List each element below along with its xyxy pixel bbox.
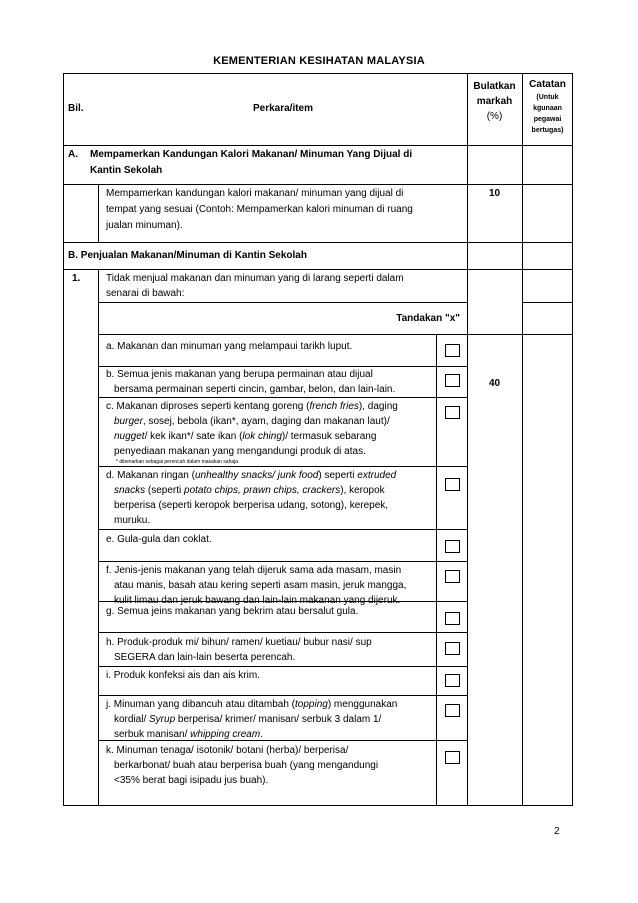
header-catatan-line: bertugas): [531, 127, 564, 134]
header-perkara: Perkara/item: [252, 103, 314, 114]
checkbox-item-f[interactable]: [445, 570, 460, 583]
checkbox-item-g[interactable]: [445, 612, 460, 625]
item-d-text-part: ) seperti: [318, 470, 358, 481]
item-d-text: berperisa (seperti keropok berperisa udang, sotong), kerepek,: [114, 500, 389, 511]
header-catatan-line: Catatan: [529, 79, 566, 90]
item-i-text: i. Produk konfeksi ais dan ais krim.: [106, 670, 260, 681]
tandakan-instruction: Tandakan "x": [396, 313, 460, 324]
section-b-mark: 40: [488, 378, 501, 389]
item-k-text: <35% berat bagi isipadu jus buah).: [114, 775, 269, 786]
item-j-text: [106, 697, 397, 713]
item-c-text-part: c. Makanan diproses seperti kentang goreng (: [106, 401, 310, 412]
item-j-text-part: Syrup: [149, 714, 176, 725]
item-c-text: [106, 399, 398, 415]
item-d-text-part: extruded: [357, 470, 397, 481]
item-d-text: [114, 483, 385, 499]
checkbox-item-a[interactable]: [445, 344, 460, 357]
col-divider-bulatkan: [467, 73, 468, 806]
checkbox-item-i[interactable]: [445, 674, 460, 687]
row-divider: [522, 302, 573, 303]
item-f-text: kulit limau dan jeruk bawang dan lain-lain makanan yang dijeruk.: [114, 595, 401, 606]
item-c-text: penyediaan makanan yang mengandungi produk di atas.: [114, 446, 366, 457]
page-title: KEMENTERIAN KESIHATAN MALAYSIA: [213, 55, 425, 67]
row-divider: [98, 334, 573, 335]
row-divider: [98, 695, 467, 696]
item-c-text-part: )/ termasuk sebarang: [281, 431, 377, 442]
row-divider: [98, 466, 467, 467]
header-bulatkan-line: markah: [476, 96, 513, 107]
row-divider: [98, 632, 467, 633]
item-d-text-part: snacks: [114, 485, 146, 496]
item-c-text-part: ), daging: [358, 401, 398, 412]
header-catatan-line: (Untuk: [536, 94, 559, 101]
item-j-text-part: ) menggunakan: [327, 699, 398, 710]
section-a-mark: 10: [488, 188, 501, 199]
item-j-text-part: topping: [295, 699, 328, 710]
section-a-item-text: jualan minuman).: [106, 220, 183, 231]
item-c-text-part: french fries: [309, 401, 359, 412]
item-k-text: berkarbonat/ buah atau berperisa buah (yang mengandungi: [114, 760, 379, 771]
item-d-text: [106, 468, 396, 484]
item-j-text-part: j. Minuman yang dibancuh atau ditambah (: [106, 699, 296, 710]
row-divider: [98, 561, 467, 562]
item-j-text: [114, 727, 263, 743]
checkbox-item-k[interactable]: [445, 751, 460, 764]
header-catatan-line: pegawai: [533, 116, 562, 123]
row-divider: [63, 145, 573, 146]
item-c-text-part: , sosej, bebola (ikan*, ayam, daging dan makanan laut)/: [142, 416, 390, 427]
row-divider: [98, 529, 467, 530]
item-f-text: f. Jenis-jenis makanan yang telah dijeruk sama ada masam, masin: [106, 565, 402, 576]
header-bulatkan: [467, 79, 522, 124]
row-divider: [63, 242, 573, 243]
item-b-text: bersama permainan seperti cincin, gambar, belon, dan lain-lain.: [114, 384, 396, 395]
section-a-title: Mempamerkan Kandungan Kalori Makanan/ Minuman Yang Dijual di: [90, 149, 413, 160]
item-j-text-part: .: [260, 729, 263, 740]
row-divider: [98, 302, 467, 303]
section-b-intro: senarai di bawah:: [106, 288, 185, 299]
header-catatan-line: kgunaan: [533, 105, 562, 112]
item-c-text-part: nugget: [114, 431, 145, 442]
item-h-text: SEGERA dan lain-lain beserta perencah.: [114, 652, 296, 663]
col-divider-b: [98, 269, 99, 806]
row-divider: [98, 666, 467, 667]
item-j-text-part: serbuk manisan/: [114, 729, 191, 740]
page-number: 2: [554, 826, 560, 837]
section-a-title: Kantin Sekolah: [90, 165, 163, 176]
item-f-text: atau manis, basah atau kering seperti asam masin, jeruk mangga,: [114, 580, 407, 591]
section-b-intro: Tidak menjual makanan dan minuman yang di larang seperti dalam: [106, 273, 404, 284]
section-b-number: 1.: [72, 273, 81, 284]
item-h-text: h. Produk-produk mi/ bihun/ ramen/ kuetiau/ bubur nasi/ sup: [106, 637, 372, 648]
checkbox-item-j[interactable]: [445, 704, 460, 717]
checkbox-item-h[interactable]: [445, 642, 460, 655]
item-e-text: e. Gula-gula dan coklat.: [106, 534, 212, 545]
checkbox-item-d[interactable]: [445, 478, 460, 491]
checkbox-item-c[interactable]: [445, 406, 460, 419]
item-d-text-part: (seperti: [145, 485, 185, 496]
header-bulatkan-line: Bulatkan: [473, 81, 516, 92]
item-c-text-part: / kek ikan*/ sate ikan (: [144, 431, 243, 442]
item-c-text: [114, 429, 376, 445]
item-d-text-part: unhealthy snacks/ junk food: [194, 470, 319, 481]
item-k-text: k. Minuman tenaga/ isotonik/ botani (herba)/ berperisa/: [106, 745, 349, 756]
section-a-item-text: tempat yang sesuai (Contoh: Mempamerkan kalori minuman di ruang: [106, 204, 413, 215]
header-catatan: [522, 78, 573, 136]
item-j-text: [114, 712, 381, 728]
item-b-text: b. Semua jenis makanan yang berupa permainan atau dijual: [106, 369, 373, 380]
header-bil: Bil.: [68, 103, 84, 114]
checkbox-item-e[interactable]: [445, 540, 460, 553]
header-bulatkan-line: (%): [486, 111, 503, 122]
item-c-text-part: burger: [114, 416, 143, 427]
item-g-text: g. Semua jeins makanan yang bekrim atau bersalut gula.: [106, 606, 359, 617]
section-a-item-text: Mempamerkan kandungan kalori makanan/ minuman yang dijual di: [106, 188, 404, 199]
item-d-text-part: ), keropok: [340, 485, 385, 496]
item-d-text-part: d. Makanan ringan (: [106, 470, 195, 481]
item-d-text-part: potato chips, prawn chips, crackers: [184, 485, 341, 496]
item-c-footnote: * dibenarkan sebagai perencah dalam masakan sahaja: [116, 459, 239, 465]
section-a-letter: A.: [68, 149, 78, 160]
item-j-text-part: whipping cream: [190, 729, 261, 740]
section-b-title: B. Penjualan Makanan/Minuman di Kantin Sekolah: [68, 250, 307, 261]
col-divider-checkbox: [436, 334, 437, 806]
item-a-text: a. Makanan dan minuman yang melampaui tarikh luput.: [106, 341, 353, 352]
item-c-text-part: lok ching: [242, 431, 282, 442]
item-d-text: muruku.: [114, 515, 151, 526]
col-divider-catatan: [522, 73, 523, 806]
row-divider: [63, 184, 573, 185]
row-divider: [63, 269, 573, 270]
item-j-text-part: berperisa/ krimer/ manisan/ serbuk 3 dalam 1/: [175, 714, 382, 725]
item-j-text-part: kordial/: [114, 714, 150, 725]
checkbox-item-b[interactable]: [445, 374, 460, 387]
col-divider-a: [98, 184, 99, 242]
item-c-text: [114, 414, 390, 430]
